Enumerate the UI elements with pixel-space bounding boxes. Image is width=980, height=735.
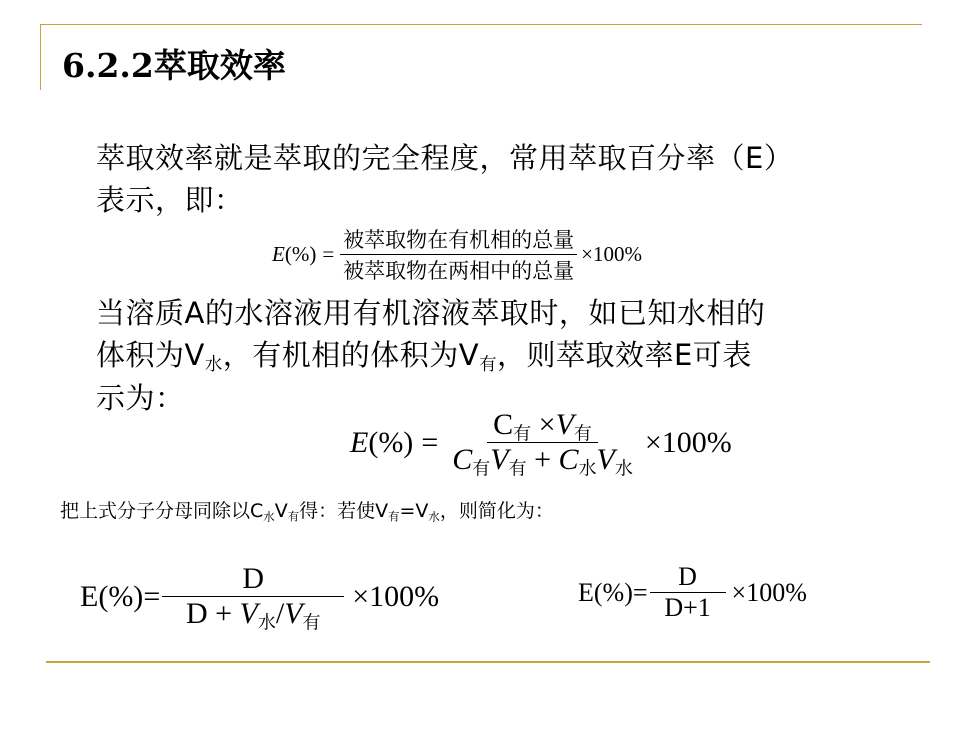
formula-1 xyxy=(272,224,642,285)
intro-line-1: 萃取效率就是萃取的完全程度，常用萃取百分率（E） xyxy=(96,141,794,175)
formula-3 xyxy=(80,562,439,631)
formula-3-den-plus: + xyxy=(215,597,233,630)
formula-2-equals: = xyxy=(421,425,439,459)
formula-1-lhs-var: E xyxy=(272,242,285,266)
formula-1-fraction xyxy=(340,224,577,285)
formula-2-denominator xyxy=(446,443,639,477)
formula-2-den-plus: + xyxy=(534,443,551,476)
para2-line-3: 示为： xyxy=(96,381,185,415)
formula-2-lhs-var: E xyxy=(350,425,369,459)
formula-3-den-v2-sub: 有 xyxy=(302,612,321,633)
formula-1-equals: = xyxy=(322,242,335,266)
para2-line-2 xyxy=(96,333,752,374)
note-sub-1: 水 xyxy=(263,509,275,524)
formula-1-factor: ×100% xyxy=(581,242,642,266)
formula-2-num-v: V xyxy=(555,408,574,441)
formula-3-denominator xyxy=(180,597,327,631)
note-c: 得：若使V xyxy=(299,500,389,522)
note-sub-4: 水 xyxy=(428,509,440,524)
top-rule xyxy=(40,24,922,25)
formula-2-fraction xyxy=(446,408,639,477)
formula-3-den-slash: / xyxy=(275,597,285,630)
formula-1-lhs-pct: (%) xyxy=(284,242,317,266)
formula-2-den-v1-sub: 有 xyxy=(508,458,527,479)
note-sub-2: 有 xyxy=(287,509,300,524)
note-d: =V xyxy=(399,500,429,522)
formula-1-numerator: 被萃取物在有机相的总量 xyxy=(340,224,577,255)
formula-4-factor: ×100% xyxy=(731,577,807,607)
formula-3-fraction xyxy=(162,562,344,631)
formula-3-den-v1: V xyxy=(239,597,258,630)
formula-2-den-c1: C xyxy=(452,443,473,476)
formula-4-numerator: D xyxy=(650,562,726,593)
formula-2-num-c: C xyxy=(493,408,514,441)
formula-3-den-d: D xyxy=(185,597,208,630)
formula-2-den-c2: C xyxy=(558,443,579,476)
formula-2 xyxy=(350,408,732,477)
formula-2-den-v2: V xyxy=(596,443,615,476)
formula-2-num-c-sub: 有 xyxy=(513,423,532,444)
formula-3-den-v1-sub: 水 xyxy=(257,612,276,633)
formula-3-factor: ×100% xyxy=(352,579,440,613)
intro-line-2: 表示，即： xyxy=(96,183,244,217)
formula-4-lhs: E xyxy=(578,577,594,607)
formula-4-equals: = xyxy=(632,577,648,607)
formula-2-den-c1-sub: 有 xyxy=(472,458,491,479)
para2-sub-water: 水 xyxy=(204,355,223,376)
note-a: 把上式分子分母同除以C xyxy=(60,500,264,522)
formula-3-lhs-pct: (%) xyxy=(98,579,144,613)
formula-2-numerator xyxy=(487,408,598,443)
note-sub-3: 有 xyxy=(388,509,400,524)
formula-2-lhs-pct: (%) xyxy=(368,425,414,459)
formula-2-num-times: × xyxy=(538,408,556,441)
bottom-rule xyxy=(46,661,930,663)
formula-2-den-v1: V xyxy=(490,443,509,476)
formula-4-fraction xyxy=(650,562,726,623)
para2-line-2-a: 体积为V xyxy=(96,338,205,372)
note-e: ，则简化为： xyxy=(439,500,554,522)
para2-sub-organic: 有 xyxy=(479,355,497,376)
formula-3-den-v2: V xyxy=(284,597,303,630)
formula-4 xyxy=(578,562,807,623)
formula-2-den-c2-sub: 水 xyxy=(578,458,597,479)
formula-3-equals: = xyxy=(143,579,161,613)
formula-4-lhs-pct: (%) xyxy=(593,577,633,607)
slide-title: 6.2.2萃取效率 xyxy=(62,46,286,85)
formula-3-lhs: E xyxy=(80,579,99,613)
formula-2-num-v-sub: 有 xyxy=(573,423,592,444)
para2-line-2-c: ，则萃取效率E可表 xyxy=(497,338,752,372)
note-line xyxy=(60,496,554,523)
left-rule xyxy=(40,24,41,90)
formula-2-den-v2-sub: 水 xyxy=(614,458,633,479)
para2-line-1: 当溶质A的水溶液用有机溶液萃取时，如已知水相的 xyxy=(96,296,766,330)
formula-2-factor: ×100% xyxy=(644,425,732,459)
formula-3-numerator: D xyxy=(162,562,344,597)
note-b: V xyxy=(274,500,288,522)
formula-1-denominator: 被萃取物在两相中的总量 xyxy=(343,259,575,283)
formula-4-denominator: D+1 xyxy=(664,593,711,622)
para2-line-2-b: ，有机相的体积为V xyxy=(222,338,480,372)
